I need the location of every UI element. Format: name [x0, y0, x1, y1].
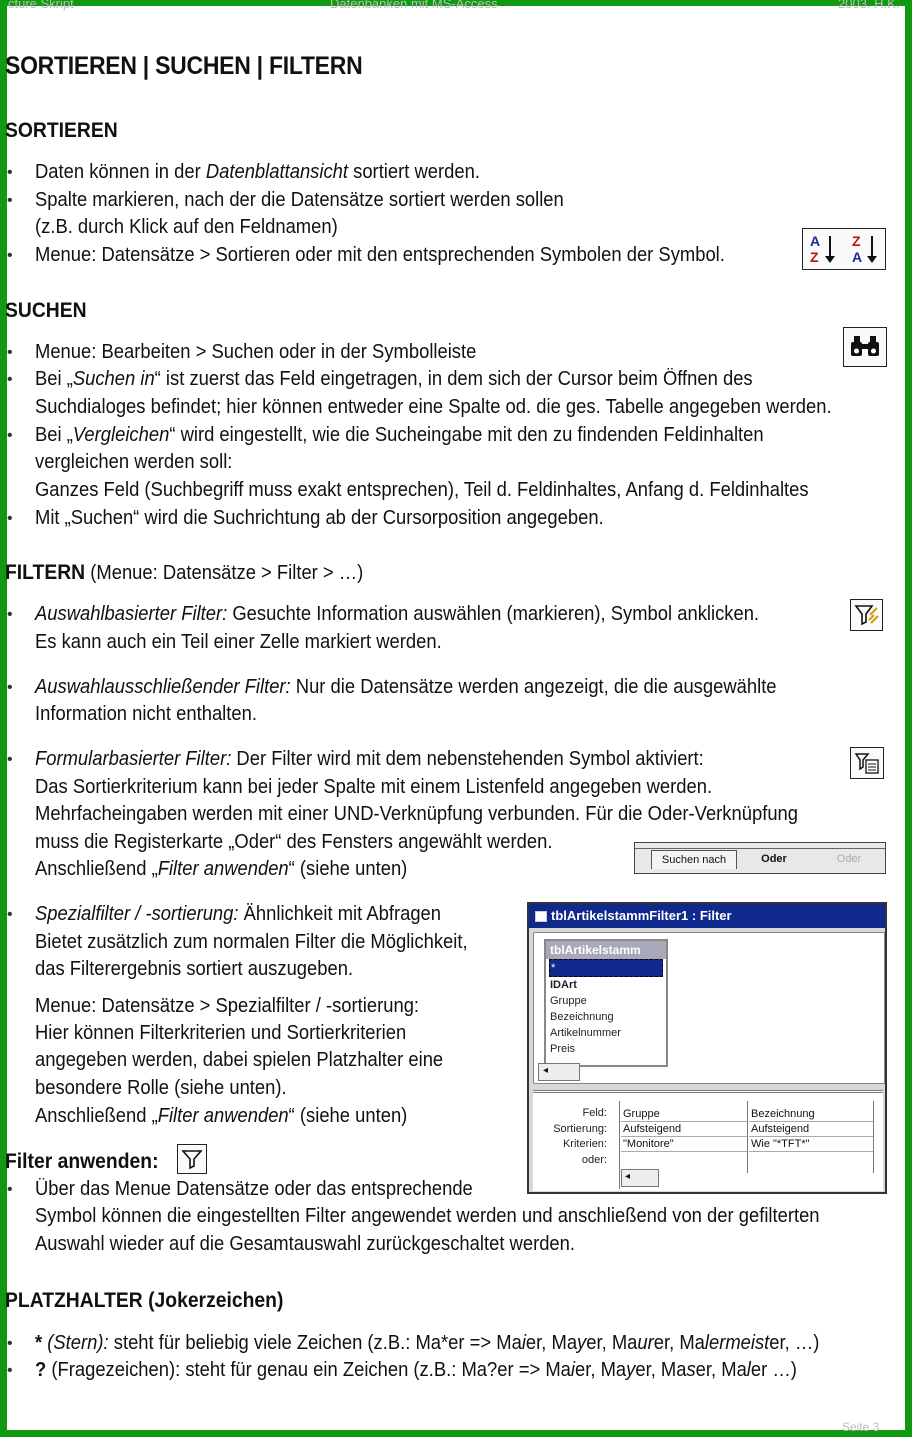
sortieren-line-1: Daten können in der Datenblattansicht sortiert werden.: [35, 161, 480, 183]
page-number: Seite 3: [842, 1420, 880, 1434]
field-item[interactable]: IDArt: [550, 979, 577, 991]
filtern-e-line-2: Symbol können die eingestellten Filter angewendet werden und anschließend von der gefilterten: [35, 1205, 820, 1227]
suchen-line-7: Mit „Suchen“ wird die Suchrichtung ab der Cursorposition angegeben.: [35, 507, 604, 529]
filtern-c-line-5: Anschließend „Filter anwenden“ (siehe unten): [35, 858, 408, 880]
grid-label-sortierung: Sortierung:: [553, 1123, 607, 1135]
bullet: •: [7, 192, 13, 209]
field-list-area: [533, 932, 885, 1084]
bullet: •: [7, 679, 13, 696]
filtern-c-line-4: muss die Registerkarte „Oder“ des Fensters angewählt werden.: [35, 831, 553, 853]
filtern-e-line-1: Über das Menue Datensätze oder das entsprechende: [35, 1178, 473, 1200]
bullet: •: [7, 751, 13, 768]
filter-anwenden-heading: Filter anwenden:: [5, 1150, 159, 1173]
svg-text:Z: Z: [810, 249, 819, 265]
field-item[interactable]: Gruppe: [550, 995, 587, 1007]
filtern-a-line-1: Auswahlbasierter Filter: Gesuchte Information auswählen (markieren), Symbol anklicken.: [35, 603, 760, 625]
apply-filter-icon[interactable]: [177, 1144, 207, 1174]
tab-oder-disabled[interactable]: Oder: [836, 853, 862, 865]
field-item[interactable]: Artikelnummer: [550, 1027, 621, 1039]
filtern-e-line-3: Auswahl wieder auf die Gesamtauswahl zurückgeschaltet werden.: [35, 1233, 576, 1255]
filtern-d-line-1: Spezialfilter / -sortierung: Ähnlichkeit mit Abfragen: [35, 903, 442, 925]
field-list-table: [544, 939, 668, 1067]
grid-cell[interactable]: Wie "*TFT*": [749, 1137, 873, 1152]
binoculars-icon[interactable]: [843, 327, 887, 367]
tab-suchen-nach[interactable]: Suchen nach: [651, 850, 737, 869]
bullet: •: [7, 247, 13, 264]
bullet: •: [7, 606, 13, 623]
platzhalter-line-2: ? (Fragezeichen): steht für genau ein Zeichen (z.B.: Ma?er => Maier, Mayer, Maser, Maler …): [35, 1359, 797, 1381]
filtern-d-line-4: Menue: Datensätze > Spezialfilter / -sortierung:: [35, 995, 420, 1017]
filtern-d-line-6: angegeben werden, dabei spielen Platzhalter eine: [35, 1049, 444, 1071]
filtern-d-line-5: Hier können Filterkriterien und Sortierkriterien: [35, 1022, 407, 1044]
window-title-bar: [529, 904, 885, 928]
bullet: •: [7, 1362, 13, 1379]
grid-label-feld: Feld:: [582, 1107, 607, 1119]
filter-by-form-icon[interactable]: [850, 747, 884, 779]
section-heading-sortieren: SORTIEREN: [5, 119, 118, 142]
filtern-c-line-2: Das Sortierkriterium kann bei jeder Spalte mit einem Listenfeld angegeben werden.: [35, 776, 713, 798]
bullet: •: [7, 164, 13, 181]
sort-asc-desc-icon[interactable]: [802, 228, 886, 270]
table-title: tblArtikelstamm: [546, 941, 666, 959]
filtern-b-line-1: Auswahlausschließender Filter: Nur die Datensätze werden angezeigt, die die ausgewählte: [35, 676, 777, 698]
svg-text:A: A: [852, 249, 863, 265]
bullet: •: [7, 344, 13, 361]
scroll-left-icon[interactable]: ◂: [543, 1065, 549, 1076]
grid-label-oder: oder:: [581, 1154, 607, 1166]
suchen-line-5: vergleichen werden soll:: [35, 451, 233, 473]
field-item[interactable]: *: [549, 959, 663, 977]
grid-scrollbar[interactable]: [621, 1169, 659, 1187]
grid-cell[interactable]: "Monitore": [621, 1137, 747, 1152]
bullet: •: [7, 427, 13, 444]
scroll-left-icon[interactable]: ◂: [625, 1171, 631, 1182]
field-item[interactable]: Preis: [550, 1043, 576, 1055]
header-left: cture Skript: [8, 0, 74, 11]
grid-cell[interactable]: Bezeichnung: [749, 1107, 873, 1122]
section-heading-suchen: SUCHEN: [5, 299, 87, 322]
filtern-d-line-8: Anschließend „Filter anwenden“ (siehe unten): [35, 1105, 408, 1127]
suchen-line-2: Bei „Suchen in“ ist zuerst das Feld eingetragen, in dem sich der Cursor beim Öffnen des: [35, 368, 753, 390]
page-title: SORTIEREN | SUCHEN | FILTERN: [5, 52, 363, 80]
section-heading-platzhalter: PLATZHALTER (Jokerzeichen): [5, 1289, 284, 1312]
bullet: •: [7, 1181, 13, 1198]
filter-tabs-strip: [634, 842, 886, 874]
bullet: •: [7, 510, 13, 527]
platzhalter-line-1: * (Stern): steht für beliebig viele Zeichen (z.B.: Ma*er => Maier, Mayer, Maurer, Malermeister, …): [35, 1332, 820, 1354]
header-right: 2003. H.K.: [838, 0, 900, 11]
grid-label-kriterien: Kriterien:: [562, 1138, 607, 1150]
suchen-line-3: Suchdialoges befindet; hier können entweder eine Spalte od. die ges. Tabelle angegeben werden.: [35, 396, 832, 418]
svg-text:Z: Z: [852, 233, 861, 249]
suchen-line-1: Menue: Bearbeiten > Suchen oder in der Symbolleiste: [35, 341, 477, 363]
filtern-c-line-1: Formularbasierter Filter: Der Filter wird mit dem nebenstehenden Symbol aktiviert:: [35, 748, 704, 770]
filtern-d-line-2: Bietet zusätzlich zum normalen Filter die Möglichkeit,: [35, 931, 468, 953]
filter-by-selection-icon[interactable]: [850, 599, 883, 631]
grid-cell[interactable]: Aufsteigend: [749, 1122, 873, 1137]
sortieren-line-4: Menue: Datensätze > Sortieren oder mit den entsprechenden Symbolen der Symbol.: [35, 244, 725, 266]
tab-oder[interactable]: Oder: [761, 853, 787, 865]
filtern-d-line-7: besondere Rolle (siehe unten).: [35, 1077, 287, 1099]
filtern-c-line-3: Mehrfacheingaben werden mit einer UND-Verknüpfung verbunden. Für die Oder-Verknüpfung: [35, 803, 799, 825]
svg-text:A: A: [810, 233, 821, 249]
grid-cell[interactable]: Gruppe: [621, 1107, 747, 1122]
section-heading-filtern: FILTERN (Menue: Datensätze > Filter > …): [5, 561, 364, 584]
sortieren-line-2: Spalte markieren, nach der die Datensätze sortiert werden sollen: [35, 189, 564, 211]
suchen-line-6: Ganzes Feld (Suchbegriff muss exakt entsprechen), Teil d. Feldinhaltes, Anfang d. Feldinhaltes: [35, 479, 809, 501]
header-center: Datenbanken mit MS-Access: [330, 0, 498, 11]
suchen-line-4: Bei „Vergleichen“ wird eingestellt, wie die Sucheingabe mit den zu findenden Feldinhalten: [35, 424, 764, 446]
sortieren-line-3: (z.B. durch Klick auf den Feldnamen): [35, 216, 338, 238]
grid-cell[interactable]: Aufsteigend: [621, 1122, 747, 1137]
design-grid: [533, 1090, 883, 1191]
filtern-d-line-3: das Filterergebnis sortiert auszugeben.: [35, 958, 354, 980]
filtern-a-line-2: Es kann auch ein Teil einer Zelle markiert werden.: [35, 631, 442, 653]
window-title: tblArtikelstammFilter1 : Filter: [551, 908, 732, 923]
bullet: •: [7, 906, 13, 923]
bullet: •: [7, 1335, 13, 1352]
bullet: •: [7, 371, 13, 388]
filter-window-icon: [535, 911, 547, 922]
filter-window: [527, 902, 887, 1194]
filtern-b-line-2: Information nicht enthalten.: [35, 703, 257, 725]
horizontal-scrollbar[interactable]: [538, 1063, 580, 1081]
field-item[interactable]: Bezeichnung: [550, 1011, 614, 1023]
